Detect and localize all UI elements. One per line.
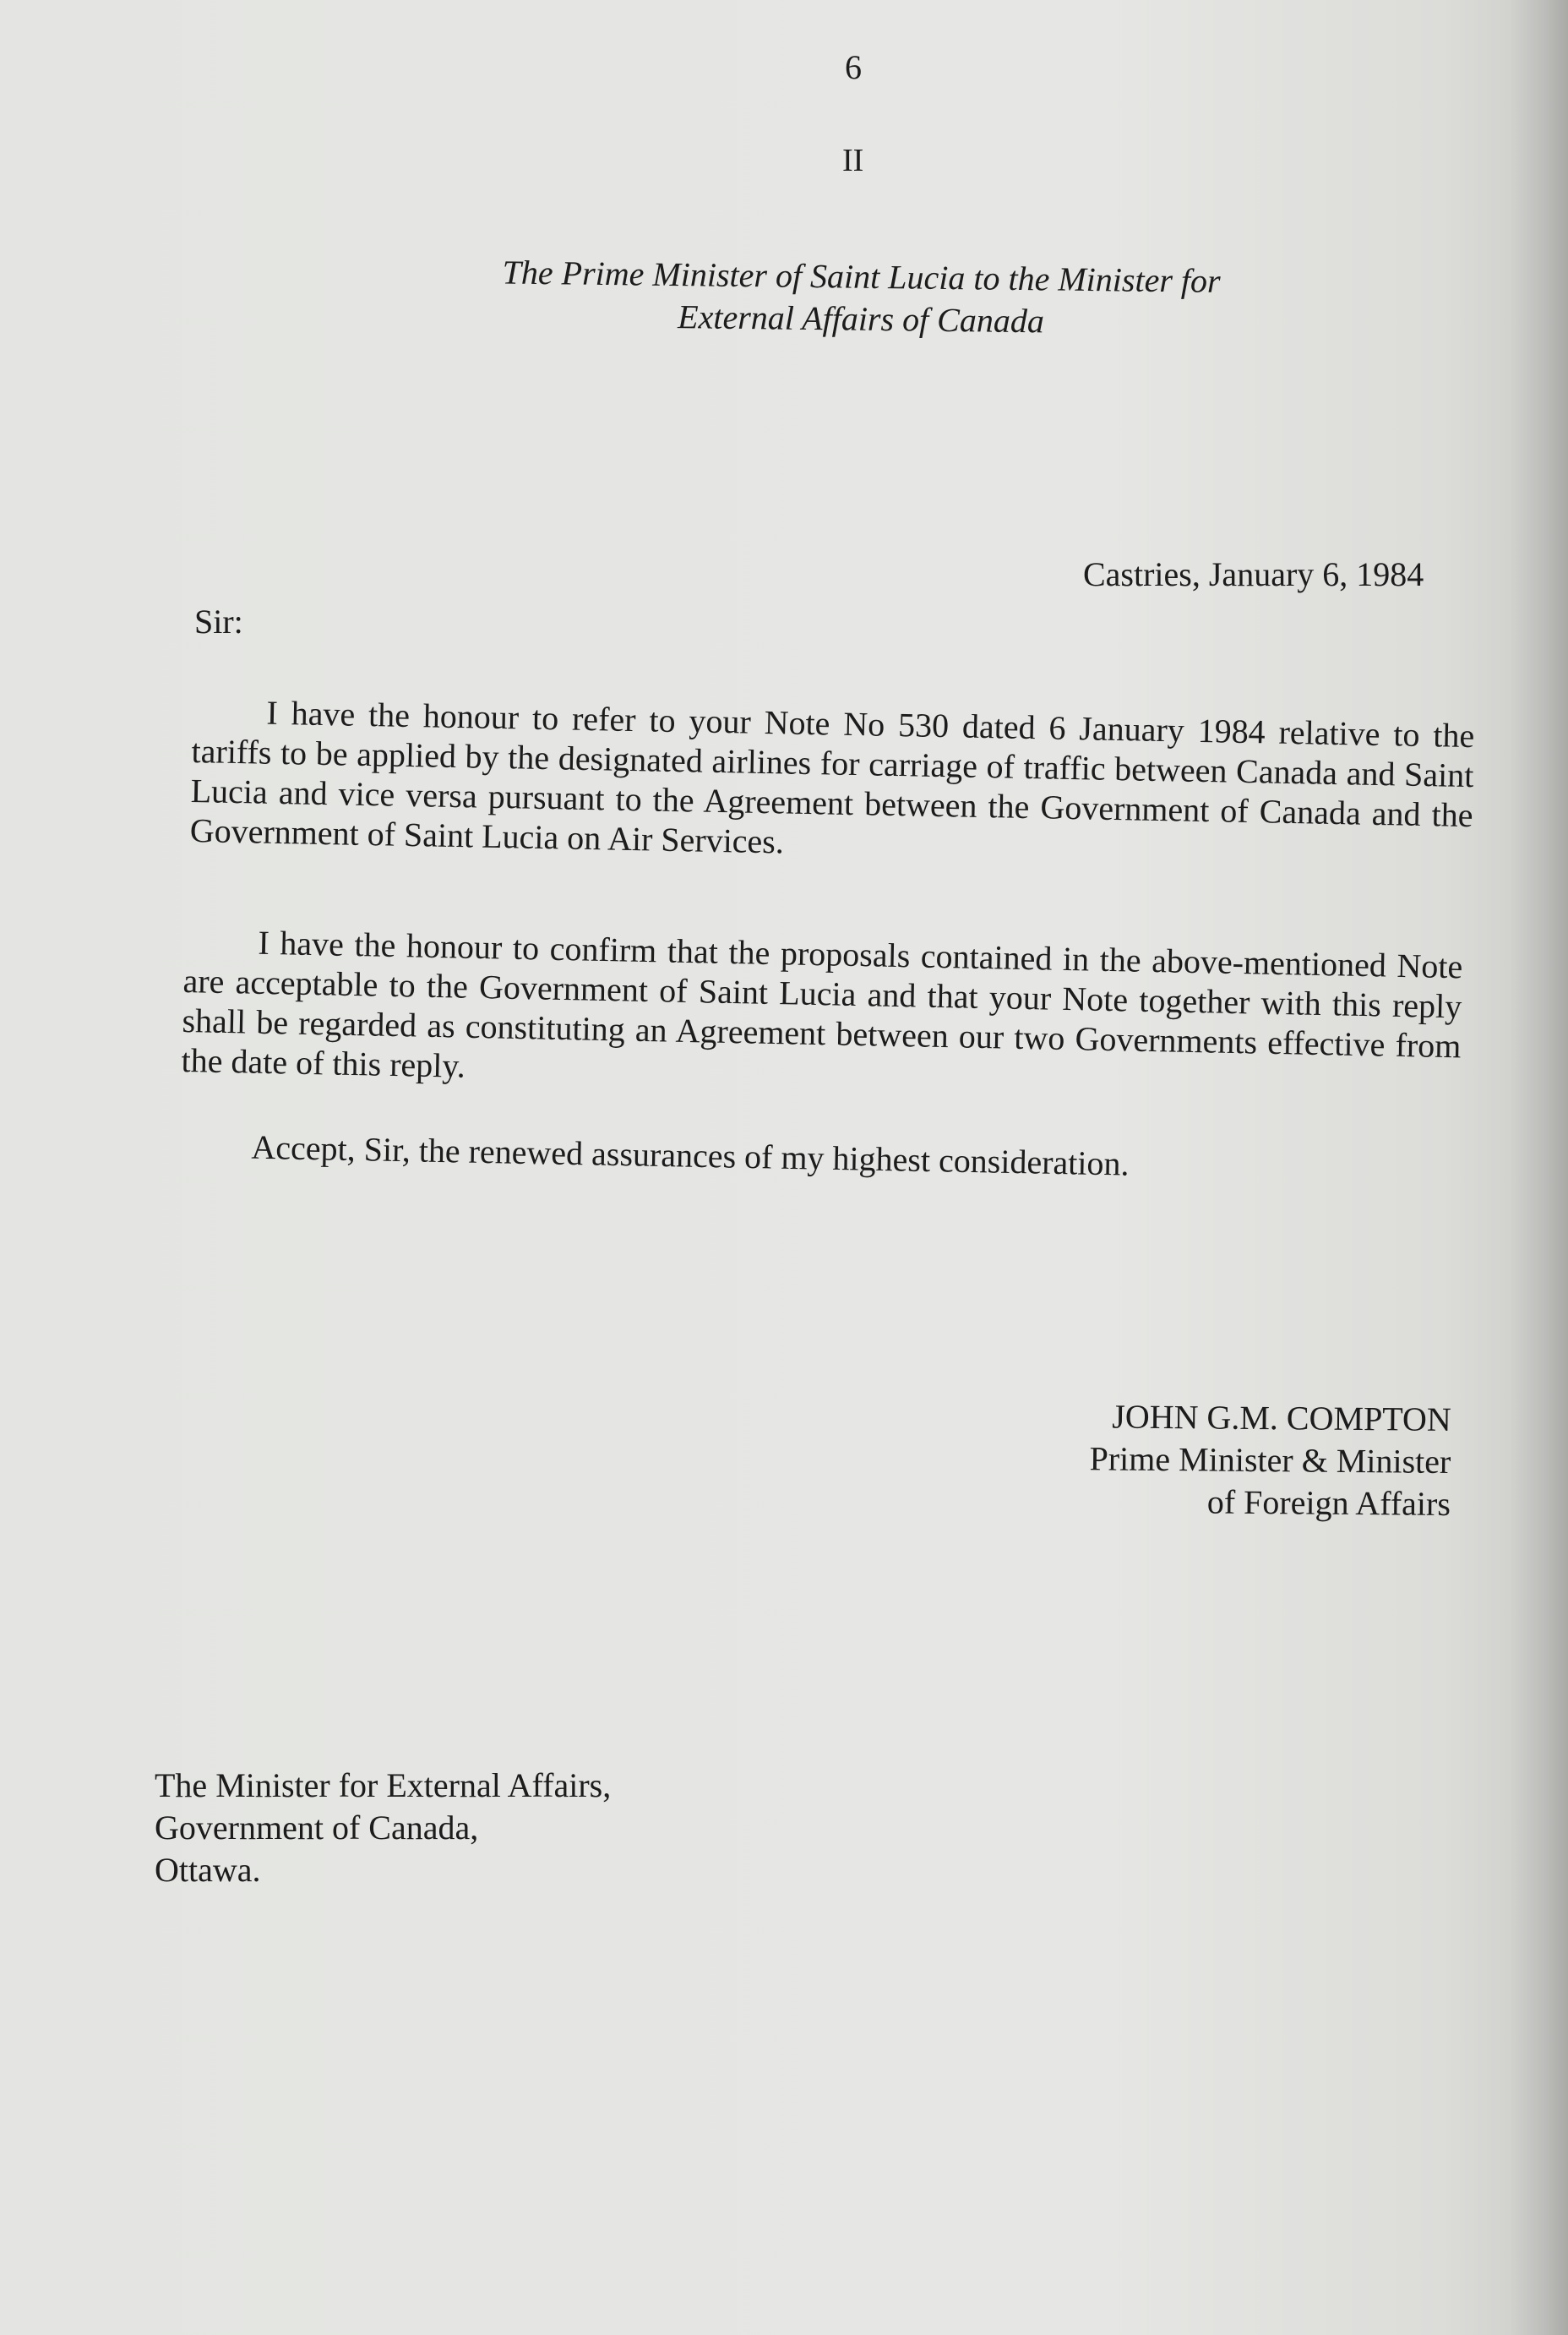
addressee-line-2: Government of Canada, bbox=[155, 1809, 479, 1847]
closing-paragraph bbox=[177, 1126, 1462, 1190]
heading-line-1: The Prime Minister of Saint Lucia to the Minister for bbox=[502, 253, 1221, 300]
addressee-line-3: Ottawa. bbox=[155, 1851, 261, 1889]
paragraph-text: Accept, Sir, the renewed assurances of my highest consideration. bbox=[251, 1127, 1130, 1183]
binding-shadow bbox=[1509, 0, 1568, 2335]
body-paragraph-2 bbox=[181, 921, 1462, 1105]
place-and-date: Castries, January 6, 1984 bbox=[1083, 555, 1424, 593]
signatory-name: JOHN G.M. COMPTON bbox=[1112, 1397, 1451, 1438]
page-number: 6 bbox=[845, 48, 862, 86]
paragraph-text: I have the honour to refer to your Note No 530 dated 6 January 1984 relative to the tariffs to be applied by the designated airlines for carriage of traffic between Canada and Saint Lucia and vice versa pursuant to the Agreement between the Government of Canada and the Government of Saint Lucia on Air Services. bbox=[189, 693, 1475, 861]
signatory-title-line-1: Prime Minister & Minister bbox=[1089, 1439, 1451, 1481]
signatory-title-line-2: of Foreign Affairs bbox=[1206, 1482, 1451, 1523]
body-paragraph-1 bbox=[189, 691, 1474, 875]
paragraph-text: I have the honour to confirm that the proposals contained in the above-mentioned Note are acceptable to the Government of Saint Lucia and that your Note together with this reply shall be regarded as constituting an Agreement between our two Governments effective from the date of this reply. bbox=[181, 923, 1463, 1085]
addressee-block bbox=[155, 1765, 611, 1891]
section-number: II bbox=[842, 143, 864, 178]
salutation: Sir: bbox=[194, 603, 243, 641]
addressee-line-1: The Minister for External Affairs, bbox=[155, 1766, 612, 1804]
letter-heading bbox=[396, 250, 1326, 346]
signature-block bbox=[945, 1394, 1451, 1525]
heading-line-2: External Affairs of Canada bbox=[677, 297, 1045, 341]
